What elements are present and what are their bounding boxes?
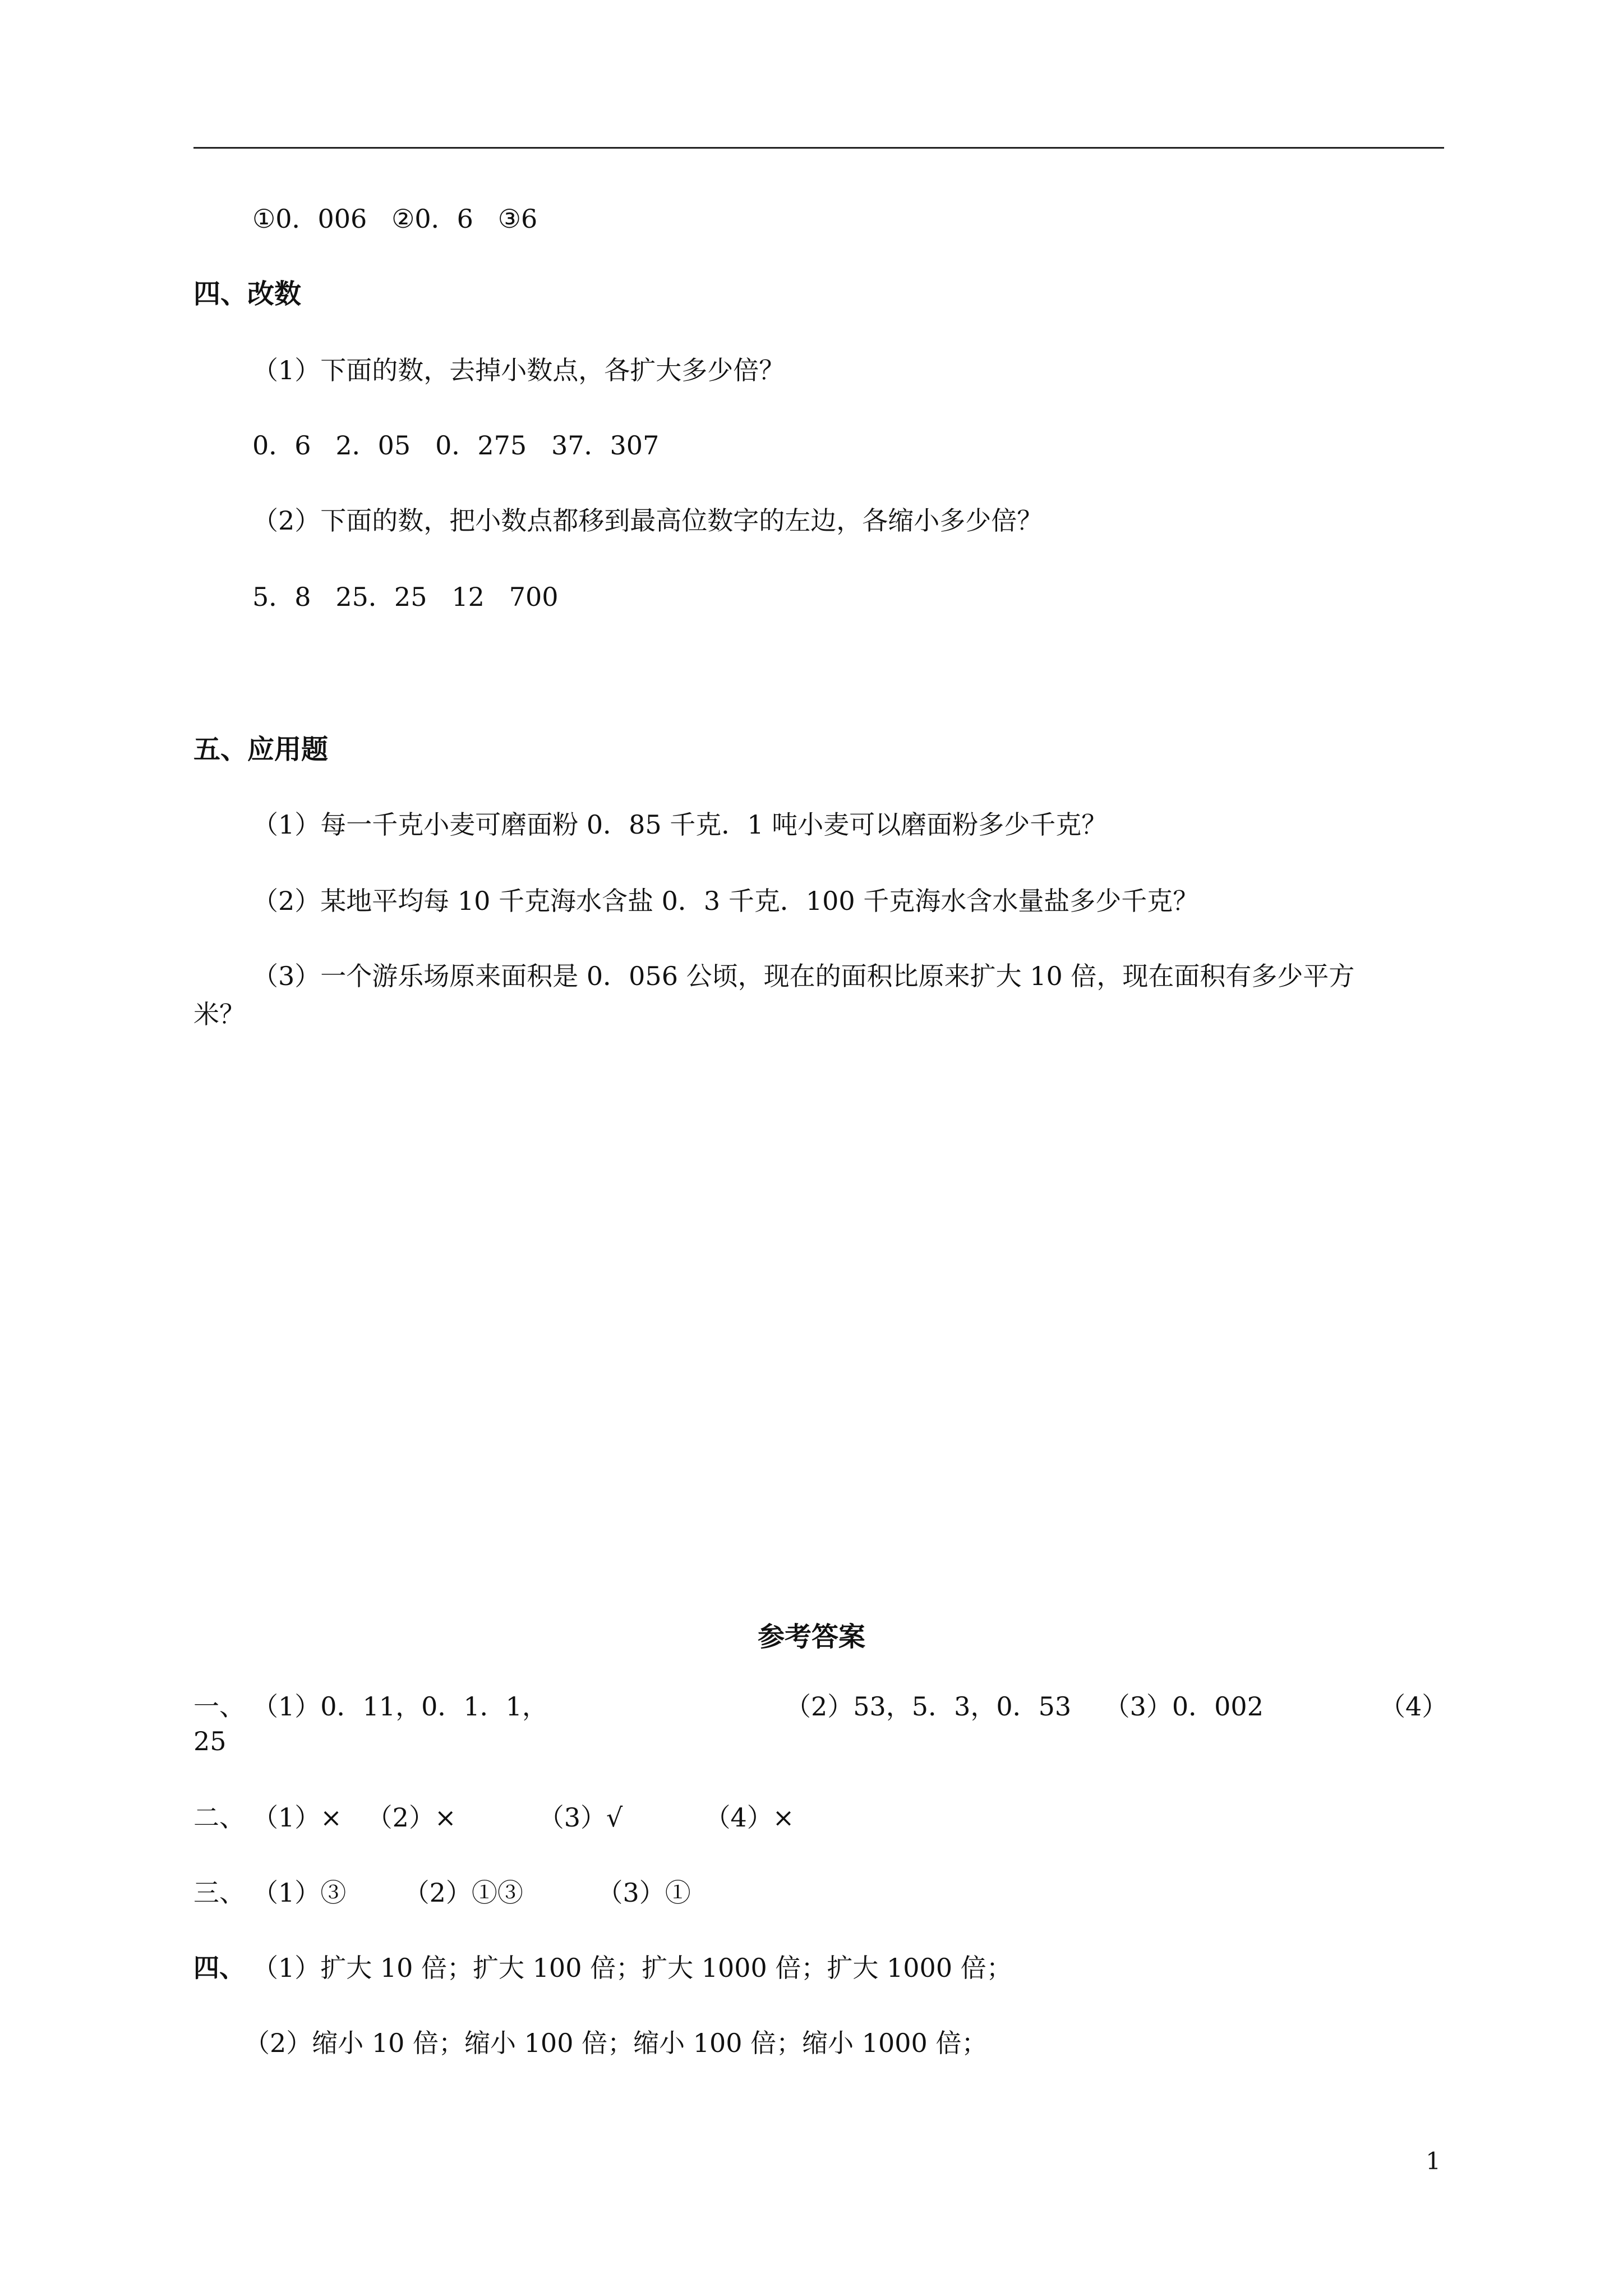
answer-4-text: （1）扩大 10 倍；扩大 100 倍；扩大 1000 倍；扩大 1000 倍； <box>252 1953 1012 1983</box>
section-4-question-1-numbers: 0．6 2．05 0．275 37．307 <box>252 430 660 461</box>
answer-4-label: 四、 <box>193 1953 245 1983</box>
answer-1-part-1: （1）0．11，0．1．1， <box>252 1691 548 1722</box>
answer-1-label: 一、 <box>193 1691 245 1722</box>
section-5-question-3-line-1: （3）一个游乐场原来面积是 0．056 公顷，现在的面积比原来扩大 10 倍，现在面积有多少平方 <box>252 961 1355 991</box>
answer-1-part-2: （2）53，5．3，0．53 （3）0．002 <box>785 1691 1264 1722</box>
answer-2-text: （1）× （2）× （3）√ （4）× <box>252 1802 795 1833</box>
section-5-question-3-line-2: 米？ <box>193 999 245 1029</box>
options-line: ①0．006 ②0．6 ③6 <box>252 204 538 234</box>
section-5-question-1: （1）每一千克小麦可磨面粉 0．85 千克．1 吨小麦可以磨面粉多少千克？ <box>252 809 1108 840</box>
answer-2-label: 二、 <box>193 1802 245 1833</box>
section-4-question-1: （1）下面的数，去掉小数点，各扩大多少倍？ <box>252 355 785 385</box>
page-number: 1 <box>1426 2147 1441 2175</box>
answers-title: 参考答案 <box>757 1621 865 1653</box>
answer-1-continuation: 25 <box>193 1726 227 1756</box>
answer-3-label: 三、 <box>193 1878 245 1908</box>
answer-1-part-3: （4） <box>1380 1691 1448 1722</box>
section-4-title: 四、改数 <box>193 278 302 310</box>
section-5-question-2: （2）某地平均每 10 千克海水含盐 0．3 千克．100 千克海水含水量盐多少千克？ <box>252 886 1199 916</box>
section-5-title: 五、应用题 <box>193 734 329 765</box>
header-rule <box>193 147 1444 149</box>
answer-4-line-2: （2）缩小 10 倍；缩小 100 倍；缩小 100 倍；缩小 1000 倍； <box>244 2028 988 2058</box>
section-4-question-2: （2）下面的数，把小数点都移到最高位数字的左边，各缩小多少倍？ <box>252 505 1043 536</box>
section-4-question-2-numbers: 5．8 25．25 12 700 <box>252 582 559 612</box>
answer-3-text: （1）③ （2）①③ （3）① <box>252 1878 691 1908</box>
